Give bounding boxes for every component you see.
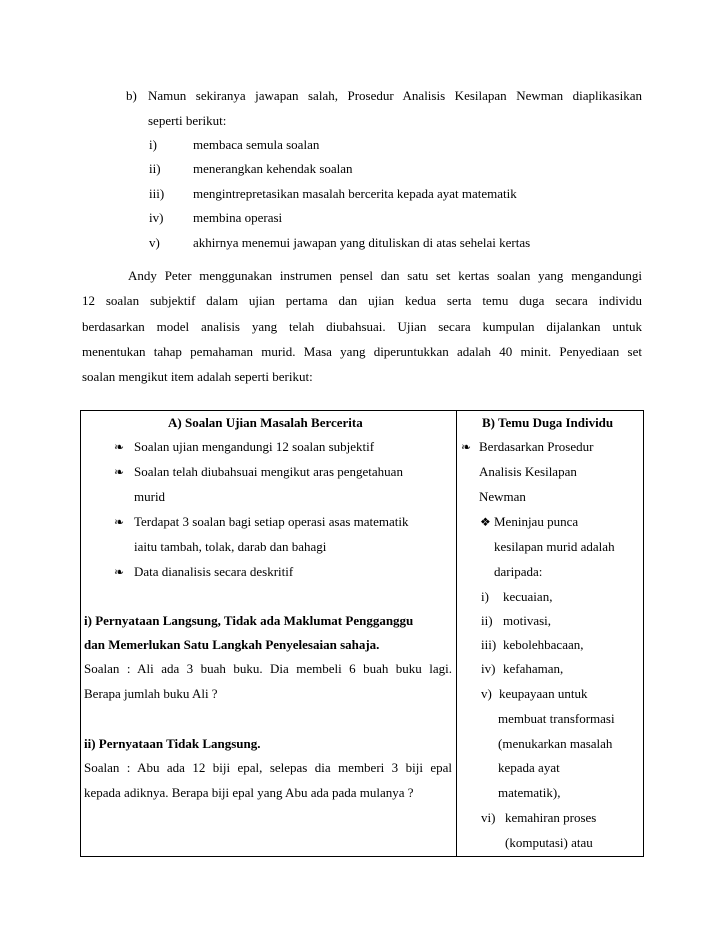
section-1-title: dan Memerlukan Satu Langkah Penyelesaian sahaja. xyxy=(84,637,380,652)
list-item-num: i) xyxy=(149,137,157,152)
list-item-num: iii) xyxy=(481,637,497,652)
diamond-bullet-icon: ❖ xyxy=(480,515,491,529)
bullet-icon: ❧ xyxy=(114,565,125,579)
list-item-text: membina operasi xyxy=(193,210,283,225)
bullet-icon: ❧ xyxy=(114,465,125,479)
list-item-cont: membuat transformasi xyxy=(498,711,615,726)
section-2-question: kepada adiknya. Berapa biji epal yang Abu ada pada mulanya ? xyxy=(84,785,414,800)
list-item-num: iii) xyxy=(149,186,165,201)
list-item-num: iv) xyxy=(481,661,496,676)
list-item-num: vi) xyxy=(481,810,496,825)
list-item-text: akhirnya menemui jawapan yang dituliskan di atas sehelai kertas xyxy=(193,235,531,250)
column-a-bullet: Terdapat 3 soalan bagi setiap operasi asas matematik xyxy=(134,514,409,529)
list-item-text: mengintrepretasikan masalah bercerita kepada ayat matematik xyxy=(193,186,517,201)
list-item-num: ii) xyxy=(481,613,493,628)
list-item-num: v) xyxy=(481,686,492,701)
list-item-text: kecuaian, xyxy=(503,589,553,604)
column-a-bullet: Soalan telah diubahsuai mengikut aras pengetahuan xyxy=(134,464,403,479)
list-item-num: i) xyxy=(481,589,489,604)
list-item-cont: (komputasi) atau xyxy=(505,835,593,850)
column-b-lead: Berdasarkan Prosedur xyxy=(479,439,594,454)
section-1-question: Berapa jumlah buku Ali ? xyxy=(84,686,218,701)
column-a-bullet: Data dianalisis secara deskritif xyxy=(134,564,294,579)
column-a-bullet: Soalan ujian mengandungi 12 soalan subjektif xyxy=(134,439,375,454)
column-b-header: B) Temu Duga Individu xyxy=(482,415,614,430)
column-a-bullet-cont: iaitu tambah, tolak, darab dan bahagi xyxy=(134,539,327,554)
column-a-bullet-cont: murid xyxy=(134,489,166,504)
list-item-cont: kepada ayat xyxy=(498,760,560,775)
list-item-text: kefahaman, xyxy=(503,661,564,676)
section-1-question: Soalan : Ali ada 3 buah buku. Dia membeli 6 buah buku lagi. xyxy=(84,661,452,676)
paragraph-line: menentukan tahap pemahaman murid. Masa yang diperuntukkan adalah 40 minit. Penyediaan set xyxy=(82,344,642,359)
intro-line-2: seperti berikut: xyxy=(148,113,227,128)
bullet-icon: ❧ xyxy=(461,440,472,454)
column-b-sub: daripada: xyxy=(494,564,543,579)
list-item-cont: matematik), xyxy=(498,785,561,800)
column-divider xyxy=(456,410,457,857)
list-item-text: motivasi, xyxy=(503,613,552,628)
section-2-question: Soalan : Abu ada 12 biji epal, selepas dia memberi 3 biji epal xyxy=(84,760,452,775)
column-b-lead: Analisis Kesilapan xyxy=(479,464,577,479)
list-item-text: keupayaan untuk xyxy=(499,686,588,701)
list-item-num: v) xyxy=(149,235,160,250)
list-item-text: membaca semula soalan xyxy=(193,137,320,152)
paragraph-line: 12 soalan subjektif dalam ujian pertama dan ujian kedua serta temu duga secara individu xyxy=(82,293,642,308)
list-item-num: iv) xyxy=(149,210,164,225)
bullet-icon: ❧ xyxy=(114,515,125,529)
list-marker: b) xyxy=(126,88,137,103)
section-2-title: ii) Pernyataan Tidak Langsung. xyxy=(84,736,261,751)
list-item-text: kebolehbacaan, xyxy=(503,637,584,652)
bullet-icon: ❧ xyxy=(114,440,125,454)
paragraph-line: berdasarkan model analisis yang telah diubahsuai. Ujian secara kumpulan dijalankan untuk xyxy=(82,319,642,334)
paragraph-line: Andy Peter menggunakan instrumen pensel dan satu set kertas soalan yang mengandungi xyxy=(128,268,642,283)
paragraph-line: soalan mengikut item adalah seperti berikut: xyxy=(82,369,313,384)
column-a-header: A) Soalan Ujian Masalah Bercerita xyxy=(168,415,363,430)
list-item-cont: (menukarkan masalah xyxy=(498,736,613,751)
list-item-num: ii) xyxy=(149,161,161,176)
column-b-sub: kesilapan murid adalah xyxy=(494,539,615,554)
column-b-sub: Meninjau punca xyxy=(494,514,579,529)
list-item-text: menerangkan kehendak soalan xyxy=(193,161,353,176)
intro-line-1: Namun sekiranya jawapan salah, Prosedur Analisis Kesilapan Newman diaplikasikan xyxy=(148,88,642,103)
list-item-text: kemahiran proses xyxy=(505,810,597,825)
section-1-title: i) Pernyataan Langsung, Tidak ada Maklumat Pengganggu xyxy=(84,613,414,628)
column-b-lead: Newman xyxy=(479,489,526,504)
